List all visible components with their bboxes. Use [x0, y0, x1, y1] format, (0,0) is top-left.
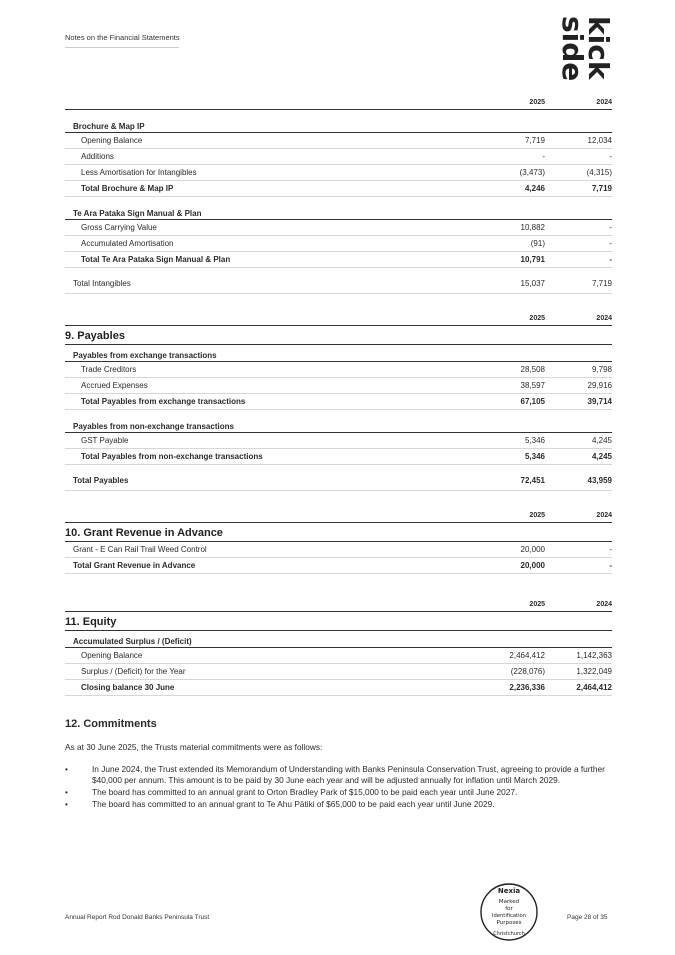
page-header-title: Notes on the Financial Statements: [65, 33, 180, 42]
year-header: 2025 2024: [65, 509, 612, 523]
group-heading: Accumulated Surplus / (Deficit): [65, 631, 612, 648]
commitments-list: [65, 764, 613, 811]
svg-text:Identification: Identification: [491, 913, 527, 919]
table-row: Grant - E Can Rail Trail Weed Control 20,000 -: [65, 542, 612, 558]
table-row: Less Amortisation for Intangibles (3,473) (4,315): [65, 165, 612, 181]
total-row: Closing balance 30 June 2,236,336 2,464,412: [65, 680, 612, 696]
grand-total-row: Total Payables 72,451 43,959: [65, 471, 612, 491]
svg-text:Purposes: Purposes: [496, 920, 522, 926]
year-header: [65, 96, 612, 110]
year-prior: 2024: [596, 99, 612, 106]
table-row: Gross Carrying Value 10,882 -: [65, 220, 612, 236]
grant-revenue-section: [65, 509, 612, 574]
svg-text:Nexia: Nexia: [497, 887, 521, 895]
year-header: 2025 2024: [65, 312, 612, 326]
table-row: Additions - -: [65, 149, 612, 165]
table-row: Accumulated Amortisation (91) -: [65, 236, 612, 252]
grand-total-row: Total Intangibles 15,037 7,719: [65, 274, 612, 294]
group-heading: Brochure & Map IP: [65, 116, 612, 133]
intangibles-section: [65, 96, 612, 294]
section-title: 9. Payables: [65, 326, 612, 345]
table-row: GST Payable 5,346 4,245: [65, 433, 612, 449]
section-title: 10. Grant Revenue in Advance: [65, 523, 612, 542]
total-row: Total Brochure & Map IP 4,246 7,719: [65, 181, 612, 197]
list-item: • The board has committed to an annual grant to Te Ahu Pātiki of $65,000 to be paid each year until June 2029.: [65, 799, 613, 810]
total-row: Total Payables from non-exchange transactions 5,346 4,245: [65, 449, 612, 465]
total-row: Total Grant Revenue in Advance 20,000 -: [65, 558, 612, 574]
svg-text:for: for: [505, 906, 513, 912]
section-title: 11. Equity: [65, 612, 612, 631]
equity-section: [65, 598, 612, 696]
kickside-logo: [556, 14, 615, 82]
svg-text:Christchurch: Christchurch: [493, 931, 525, 937]
nexia-stamp: [479, 882, 539, 942]
footer-report-name: Annual Report Rod Donald Banks Peninsula Trust: [65, 914, 210, 921]
logo-text-side: side: [556, 16, 589, 82]
logo-text-kick: kick: [582, 16, 615, 80]
group-heading: Payables from non-exchange transactions: [65, 416, 612, 433]
list-item: • The board has committed to an annual grant to Orton Bradley Park of $15,000 to be paid each year until June 2027.: [65, 787, 613, 798]
table-row: Opening Balance 2,464,412 1,142,363: [65, 648, 612, 664]
year-header: 2025 2024: [65, 598, 612, 612]
payables-section: [65, 312, 612, 491]
total-row: Total Te Ara Pataka Sign Manual & Plan 10,791 -: [65, 252, 612, 268]
table-row: Trade Creditors 28,508 9,798: [65, 362, 612, 378]
table-row: Accrued Expenses 38,597 29,916: [65, 378, 612, 394]
year-current: 2025: [529, 99, 545, 106]
group-heading: Payables from exchange transactions: [65, 345, 612, 362]
list-item: • In June 2024, the Trust extended its Memorandum of Understanding with Banks Peninsula Conservation Trust, agreeing to provide a further $40,000 per annum. This amount is to be paid by 30 June each year and will be adjusted annually for inflation until March 2029.: [65, 764, 613, 786]
total-row: Total Payables from exchange transactions 67,105 39,714: [65, 394, 612, 410]
section-title: 12. Commitments: [65, 718, 157, 730]
footer-page-number: Page 28 of 35: [567, 914, 608, 921]
table-row: Surplus / (Deficit) for the Year (228,076) 1,322,049: [65, 664, 612, 680]
table-row: Opening Balance 7,719 12,034: [65, 133, 612, 149]
svg-text:Marked: Marked: [498, 899, 520, 905]
group-heading: Te Ara Pataka Sign Manual & Plan: [65, 203, 612, 220]
commitments-intro: As at 30 June 2025, the Trusts material commitments were as follows:: [65, 742, 323, 752]
header-divider: [65, 47, 179, 48]
